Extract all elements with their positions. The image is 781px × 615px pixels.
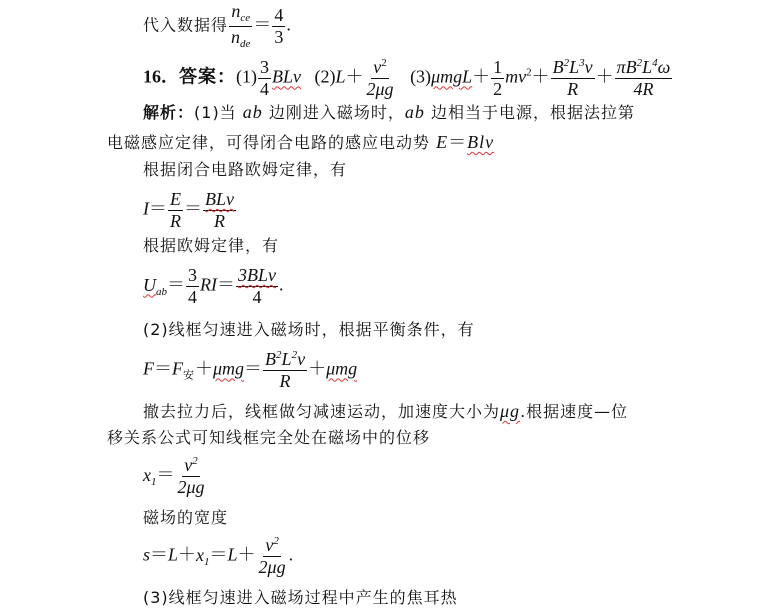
var: s [143,544,151,565]
analysis-label: 解析： [143,103,195,122]
force-formula [143,350,357,391]
text: 边相当于电源，根据法拉第 [424,103,635,122]
var: $x_1$ [143,464,157,488]
var: $U_{ab}$ [143,274,167,298]
var: F [172,358,183,379]
eq: ＝ [448,132,468,152]
text: 移关系公式可知线框完全处在磁场中的位移 [107,428,431,447]
sub: 安 [183,368,195,382]
var: RI [200,274,217,295]
dot: . [288,544,294,565]
var: μmg [213,358,245,379]
eq: ＝ [149,198,167,219]
eq: ＝ [154,358,172,379]
fraction: $\frac{v^2}{2\mu g}$ [258,535,286,577]
var: n [231,26,241,47]
fraction: $\frac{\text{BLv}}{R}$ [205,189,234,231]
x1-formula [143,456,208,497]
text: 电磁感应定律，可得闭合电路的感应电动势 [107,133,437,152]
eq: ＝ [150,544,169,565]
op: ＋ [345,66,364,87]
fraction: $\frac{v^2}{2\mu g}$ [366,57,394,99]
text: (1)当 [194,103,243,122]
op: ＋ [178,544,197,565]
eq: ＝ [167,274,185,295]
answer-label: 答案： [179,66,236,88]
op: ＋ [531,66,550,87]
var: BLv [272,66,301,87]
eq: ＝ [209,544,228,565]
text: (2)线框匀速进入磁场时，根据平衡条件，有 [143,320,475,339]
sup: 2 [526,66,532,79]
var: $x_1$ [196,544,210,568]
fraction: $\frac{\text{3BLv}}{4}$ [238,265,276,307]
op: ＋ [595,66,614,87]
part2-line [143,322,475,338]
fraction: $\frac{B^2L^3v}{R}$ [552,57,593,99]
text: 根据欧姆定律，有 [143,236,280,255]
part-3: (3) [410,66,432,87]
fraction: $\frac{3}{4}$ [260,57,269,99]
fraction: $\frac{B^2L^2v}{R}$ [265,349,306,391]
var: μg [500,401,521,421]
eq: ＝ [244,358,263,379]
var: E [436,132,449,152]
s-formula [143,536,293,577]
var: ab [404,102,425,122]
text: (3)线框匀速进入磁场过程中产生的焦耳热 [143,588,458,607]
text: 磁场的宽度 [143,508,229,527]
fraction: $\frac{E}{R}$ [170,189,181,231]
fraction: $\frac{4}{3}$ [274,4,284,47]
text: 边刚进入磁场时， [262,103,405,122]
eq: ＝ [184,198,202,219]
line-substitute [143,2,291,50]
var: Blv [467,132,495,152]
eq: ＝ [217,274,235,295]
text: 根据闭合电路欧姆定律，有 [143,160,348,179]
fraction: $\frac{\pi B^2L^4\omega}{4R}$ [616,57,671,99]
op: ＋ [237,544,256,565]
question-number: 16． [143,66,179,87]
text: .根据速度—位 [520,402,629,421]
answer-line [143,58,673,99]
part-2: (2) [314,66,336,87]
op: ＋ [472,66,491,87]
text: 撤去拉力后，线框做匀减速运动，加速度大小为 [143,402,501,421]
width-line [143,510,228,526]
ohm-closed-line [143,162,347,178]
displacement-line [107,430,430,446]
var: μmgL [431,66,473,87]
var: L [227,544,238,565]
fraction: $\frac{1}{2}$ [493,57,503,99]
emf-line [107,133,494,151]
decel-line [143,402,628,420]
dot: . [279,274,284,295]
var: ab [242,102,263,122]
var: n [231,1,241,21]
op: ＋ [195,358,213,379]
op: ＋ [308,358,327,379]
text: 代入数据得 [143,15,229,35]
sub: de [240,37,251,50]
eq: ＝ [253,14,272,35]
var: mv [505,66,527,87]
voltage-formula [143,266,284,307]
fraction [229,2,252,50]
var: L [168,544,179,565]
var: L [335,66,346,87]
analysis-line [143,103,635,121]
eq: ＝ [156,464,175,485]
var: μmg [326,358,358,379]
fraction: $\frac{3}{4}$ [188,265,197,307]
fraction: $\frac{v^2}{2\mu g}$ [177,455,205,497]
ohm-line [143,238,279,254]
dot: . [286,14,291,35]
part-1: (1) [236,66,257,87]
part3-line [143,590,458,606]
var: I [143,198,149,219]
var: F [143,358,154,379]
current-formula [143,190,237,231]
sub: ce [240,12,251,24]
